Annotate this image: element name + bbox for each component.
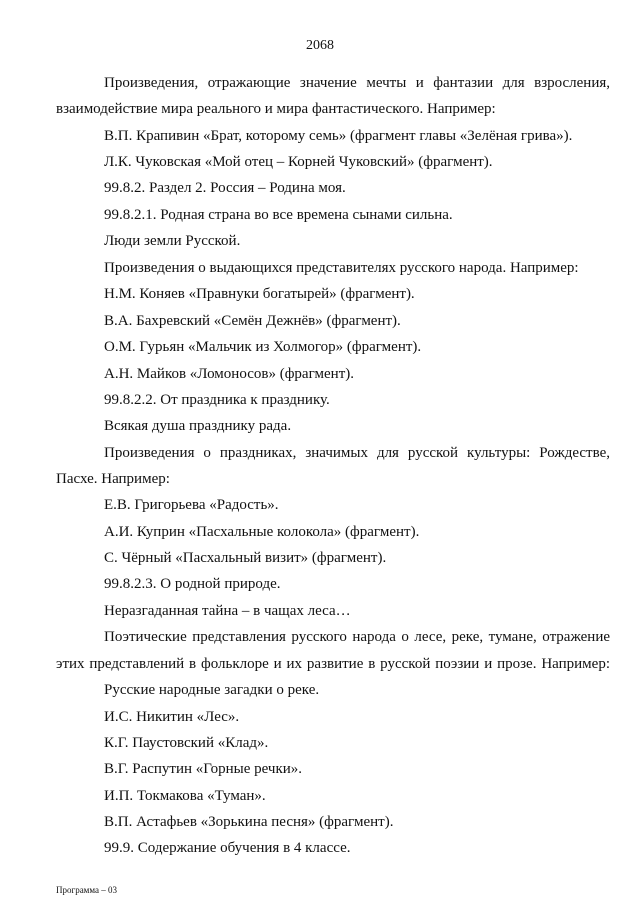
list-item: С. Чёрный «Пасхальный визит» (фрагмент).: [104, 550, 387, 566]
list-item: Русские народные загадки о реке.: [104, 682, 320, 698]
paragraph-line: взаимодействие мира реального и мира фантастического. Например:: [56, 101, 496, 117]
subsection-heading: 99.8.2.1. Родная страна во все времена сынами сильна.: [104, 207, 453, 223]
list-item: В.П. Крапивин «Брат, которому семь» (фрагмент главы «Зелёная грива»).: [104, 128, 573, 144]
topic-line: Всякая душа празднику рада.: [104, 418, 292, 434]
list-item: И.П. Токмакова «Туман».: [104, 788, 266, 804]
section-heading: 99.8.2. Раздел 2. Россия – Родина моя.: [104, 180, 346, 196]
topic-line: Неразгаданная тайна – в чащах леса…: [104, 603, 351, 619]
page-footer: Программа – 03: [56, 885, 118, 895]
paragraph-line: Произведения о праздниках, значимых для русской культуры: Рождестве,: [104, 445, 610, 461]
list-item: В.Г. Распутин «Горные речки».: [104, 761, 303, 777]
paragraph-line: Поэтические представления русского народа о лесе, реке, тумане, отражение: [104, 629, 610, 645]
subsection-heading: 99.8.2.3. О родной природе.: [104, 576, 281, 592]
subsection-heading: 99.8.2.2. От праздника к празднику.: [104, 392, 330, 408]
list-item: К.Г. Паустовский «Клад».: [104, 735, 269, 751]
list-item: В.П. Астафьев «Зорькина песня» (фрагмент).: [104, 814, 394, 830]
paragraph-line: этих представлений в фольклоре и их развитие в русской поэзии и прозе. Например:: [56, 656, 610, 672]
list-item: Н.М. Коняев «Правнуки богатырей» (фрагмент).: [104, 286, 415, 302]
list-item: И.С. Никитин «Лес».: [104, 709, 240, 725]
paragraph-line: Произведения, отражающие значение мечты и фантазии для взросления,: [104, 75, 610, 91]
paragraph-line: Произведения о выдающихся представителях русского народа. Например:: [104, 260, 579, 276]
section-heading: 99.9. Содержание обучения в 4 классе.: [104, 840, 351, 856]
list-item: А.Н. Майков «Ломоносов» (фрагмент).: [104, 366, 354, 382]
page-number: 2068: [306, 38, 334, 53]
list-item: А.И. Куприн «Пасхальные колокола» (фрагмент).: [104, 524, 420, 540]
list-item: В.А. Бахревский «Семён Дежнёв» (фрагмент).: [104, 313, 401, 329]
list-item: Е.В. Григорьева «Радость».: [104, 497, 279, 513]
paragraph-line: Пасхе. Например:: [56, 471, 170, 487]
list-item: О.М. Гурьян «Мальчик из Холмогор» (фрагмент).: [104, 339, 422, 355]
list-item: Л.К. Чуковская «Мой отец – Корней Чуковский» (фрагмент).: [104, 154, 493, 170]
topic-line: Люди земли Русской.: [104, 233, 241, 249]
